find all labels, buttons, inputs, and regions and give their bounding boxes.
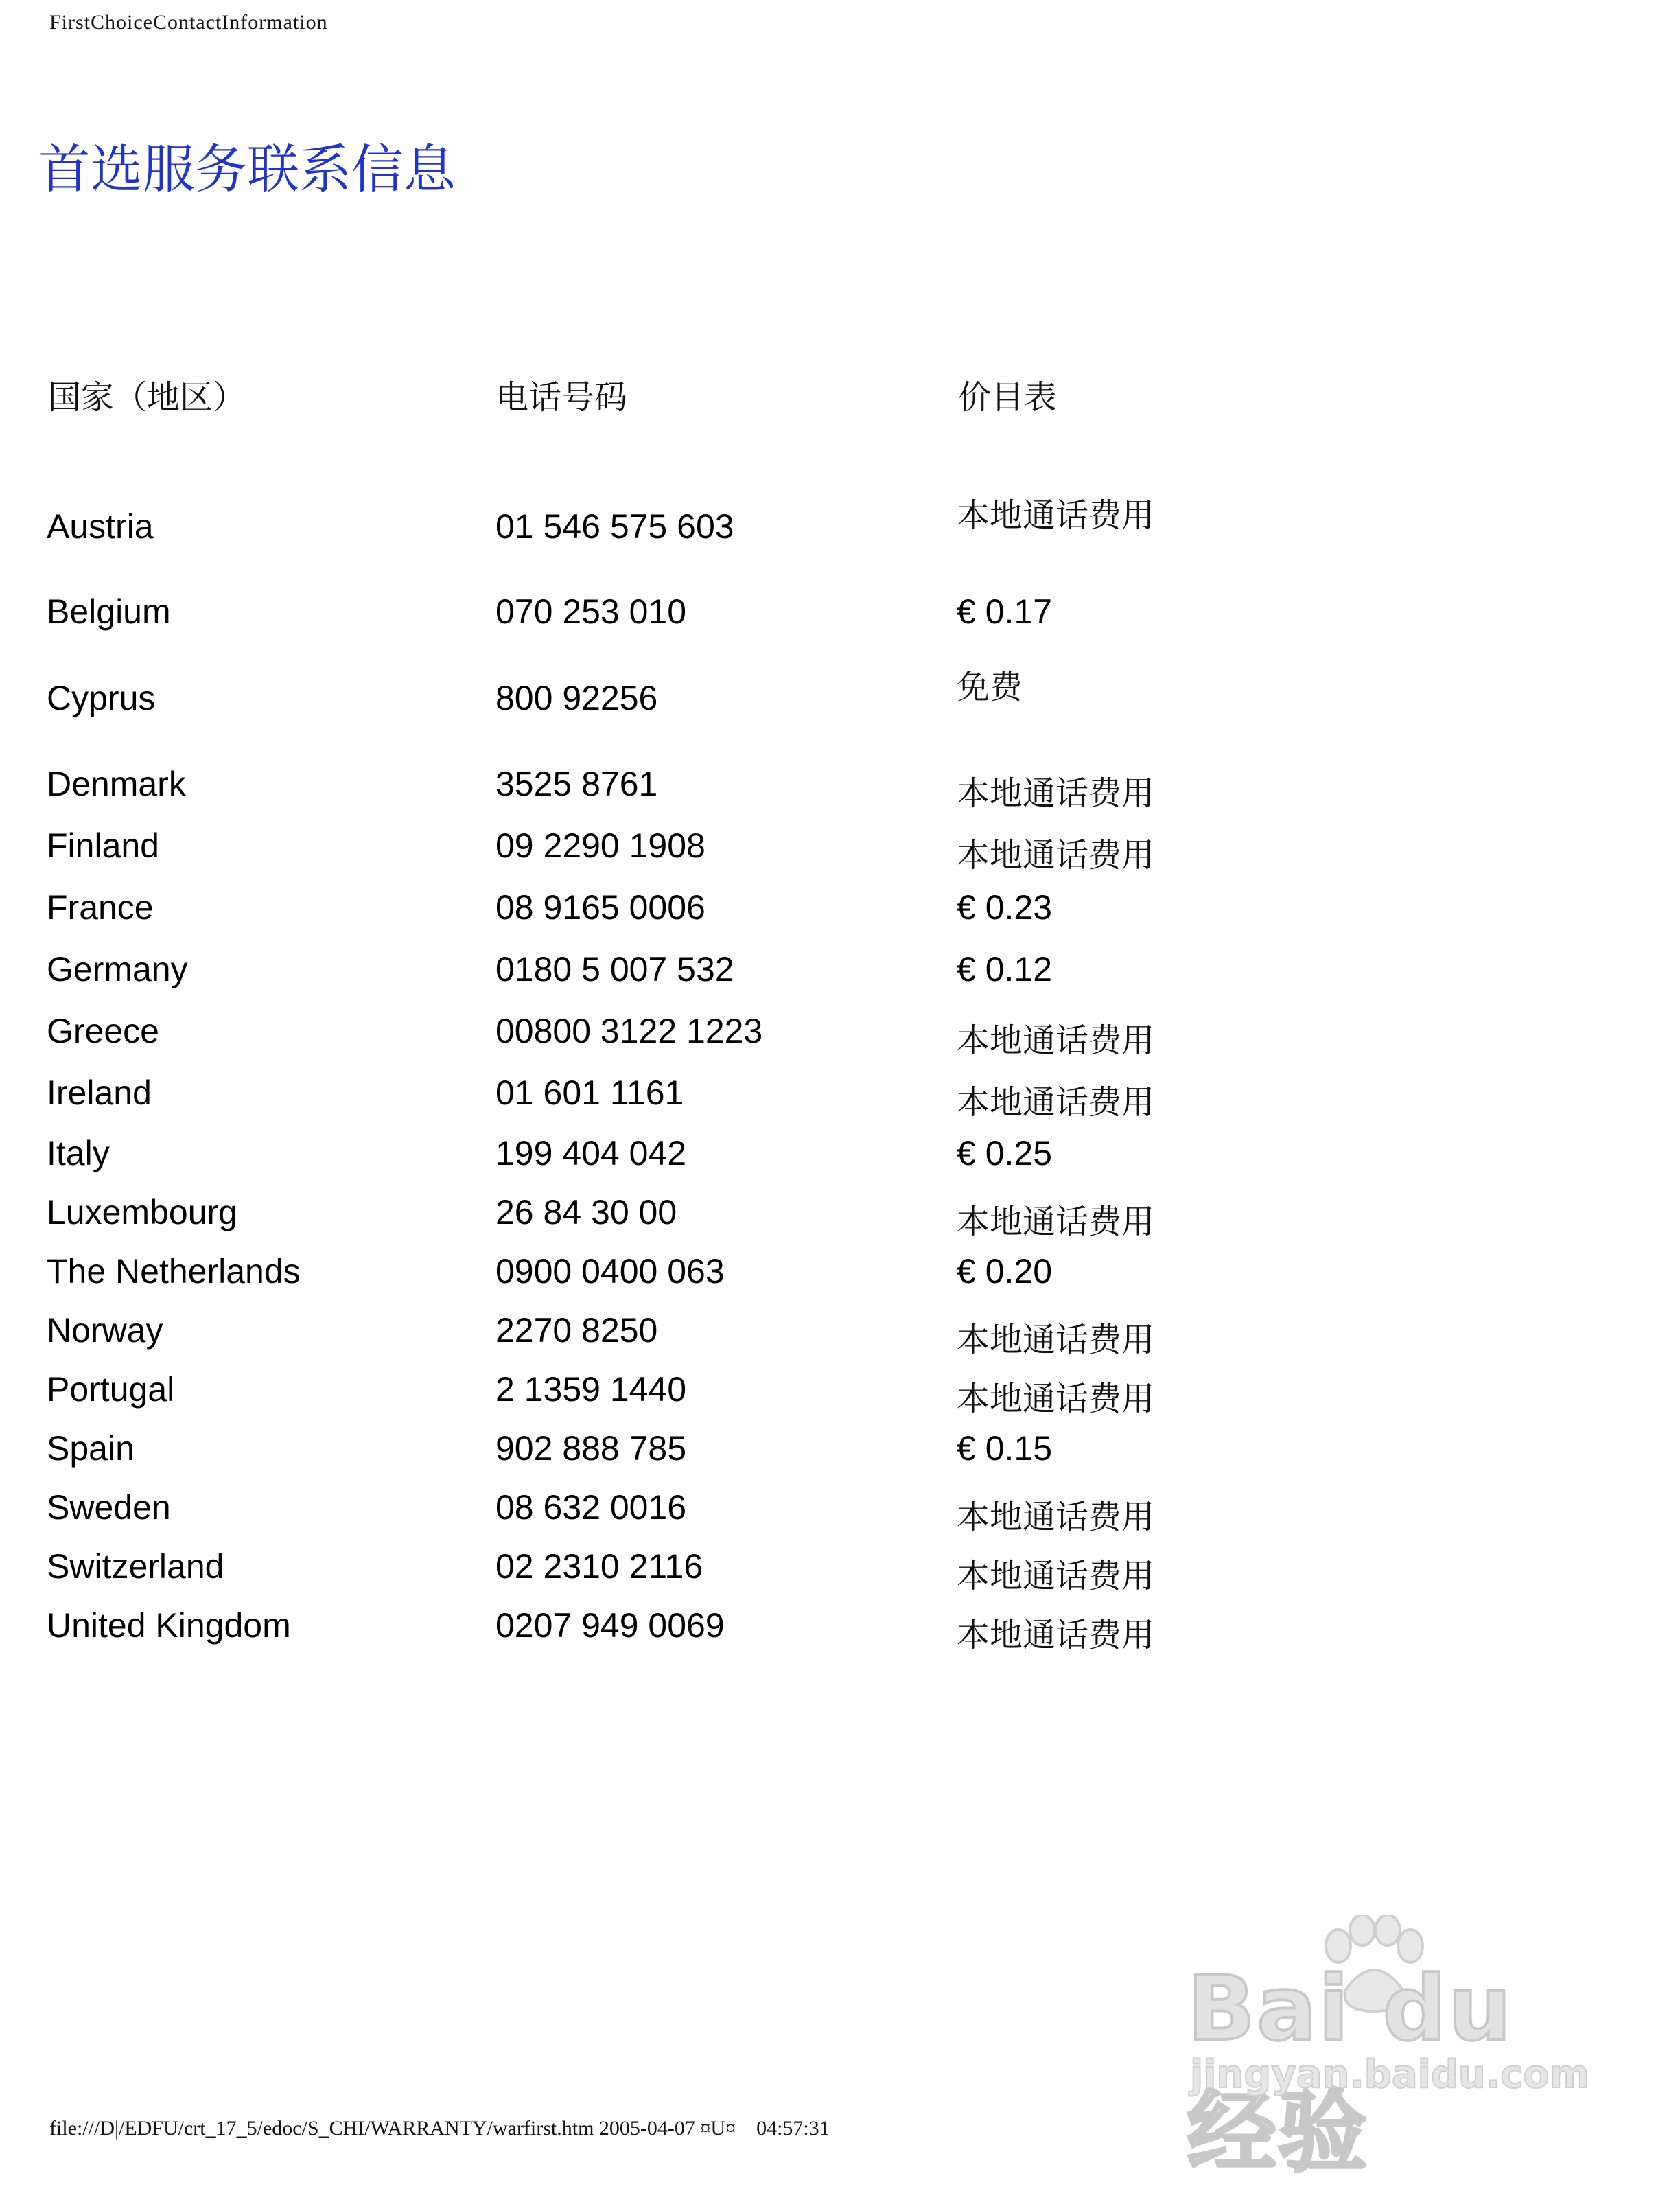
cell-price: 本地通话费用: [957, 836, 1155, 875]
cell-country: Ireland: [47, 1074, 152, 1112]
cell-price: € 0.20: [957, 1252, 1053, 1290]
cell-price: € 0.12: [957, 950, 1053, 988]
cell-phone: 800 92256: [495, 679, 658, 717]
cell-price: 本地通话费用: [957, 1380, 1155, 1418]
cell-price: € 0.23: [957, 888, 1053, 927]
cell-country: Austria: [47, 507, 154, 546]
cell-country: Norway: [47, 1311, 163, 1350]
cell-phone: 0900 0400 063: [495, 1252, 725, 1290]
cell-phone: 02 2310 2116: [495, 1547, 703, 1586]
cell-price: 本地通话费用: [957, 496, 1155, 535]
cell-phone: 00800 3122 1223: [495, 1012, 763, 1050]
cell-country: Sweden: [47, 1488, 171, 1527]
cell-price: 本地通话费用: [957, 1616, 1155, 1654]
cell-country: The Netherlands: [47, 1252, 301, 1290]
cell-country: Belgium: [47, 592, 171, 631]
cell-phone: 070 253 010: [495, 592, 687, 631]
column-header-price: 价目表: [958, 378, 1058, 417]
cell-phone: 199 404 042: [495, 1134, 687, 1172]
page-header: FirstChoiceContactInformation: [49, 11, 328, 34]
cell-phone: 902 888 785: [495, 1429, 687, 1468]
cell-country: Switzerland: [47, 1547, 224, 1586]
cell-price: 本地通话费用: [957, 1021, 1155, 1060]
page-title: 首选服务联系信息: [38, 139, 456, 200]
cell-phone: 0180 5 007 532: [495, 950, 734, 988]
cell-country: Spain: [47, 1429, 135, 1468]
cell-phone: 09 2290 1908: [495, 826, 705, 865]
baidu-watermark: [1180, 1915, 1592, 2184]
cell-country: Cyprus: [47, 679, 156, 717]
cell-price: 本地通话费用: [957, 1321, 1155, 1359]
cell-phone: 08 632 0016: [495, 1488, 687, 1527]
column-header-country: 国家（地区）: [48, 378, 246, 417]
cell-country: Greece: [47, 1012, 159, 1050]
cell-price: 免费: [957, 668, 1023, 706]
cell-country: Denmark: [47, 765, 186, 803]
cell-country: Luxembourg: [47, 1193, 237, 1231]
cell-phone: 01 546 575 603: [495, 507, 734, 546]
cell-price: € 0.15: [957, 1429, 1053, 1468]
cell-price: € 0.25: [957, 1134, 1053, 1172]
cell-country: France: [47, 888, 154, 927]
cell-price: € 0.17: [957, 592, 1053, 631]
cell-phone: 0207 949 0069: [495, 1606, 725, 1645]
cell-phone: 26 84 30 00: [495, 1193, 677, 1231]
cell-phone: 3525 8761: [495, 765, 658, 803]
cell-phone: 08 9165 0006: [495, 888, 705, 927]
cell-country: Germany: [47, 950, 188, 988]
cell-price: 本地通话费用: [957, 774, 1155, 813]
cell-country: Finland: [47, 826, 159, 865]
cell-phone: 01 601 1161: [495, 1074, 684, 1112]
cell-price: 本地通话费用: [957, 1498, 1155, 1536]
column-header-phone: 电话号码: [495, 378, 628, 417]
page-footer: file:///D|/EDFU/crt_17_5/edoc/S_CHI/WARRANTY/warfirst.htm 2005-04-07 ¤U¤ 04:57:31: [49, 2117, 830, 2140]
cell-country: Portugal: [47, 1370, 175, 1409]
cell-phone: 2270 8250: [495, 1311, 658, 1350]
watermark-url: jingyan.baidu.com: [1190, 2052, 1590, 2097]
cell-price: 本地通话费用: [957, 1083, 1155, 1122]
watermark-brand: Bai du 经验: [1187, 1956, 1513, 2184]
cell-price: 本地通话费用: [957, 1557, 1155, 1595]
cell-country: United Kingdom: [47, 1606, 291, 1645]
cell-country: Italy: [47, 1134, 110, 1172]
cell-phone: 2 1359 1440: [495, 1370, 687, 1409]
cell-price: 本地通话费用: [957, 1203, 1155, 1241]
